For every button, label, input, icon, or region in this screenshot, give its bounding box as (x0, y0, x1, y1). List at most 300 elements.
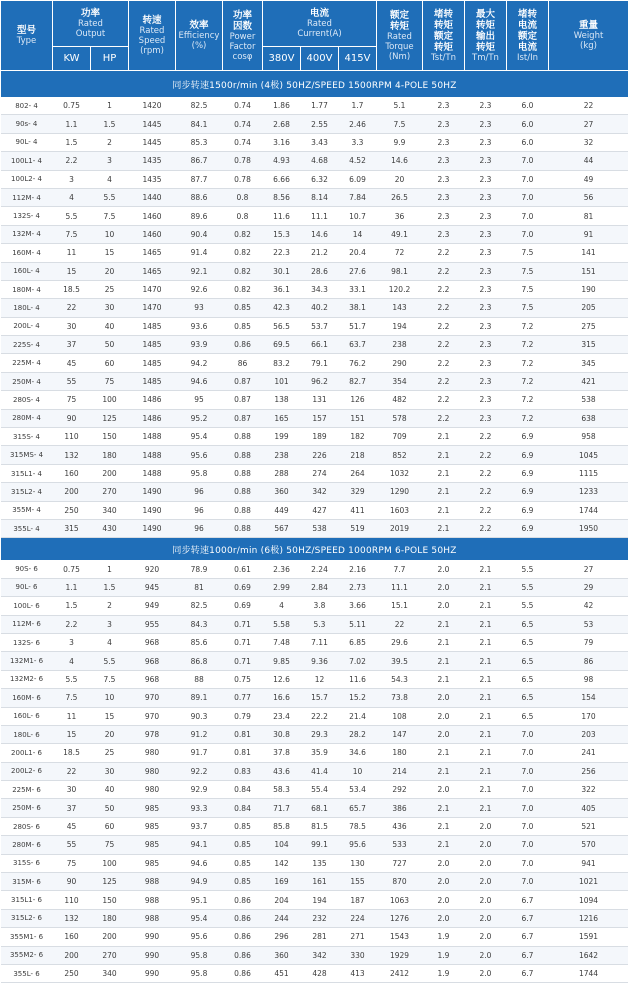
table-cell: 27 (549, 560, 628, 578)
header-locked-torque (423, 1, 465, 71)
model-cell: 90s- 4 (1, 115, 53, 133)
model-cell: 315L2- 4 (1, 483, 53, 501)
table-cell: 2.2 (423, 244, 465, 262)
table-cell: 2 (91, 133, 129, 151)
table-cell: 0.75 (53, 97, 91, 115)
table-cell: 1950 (549, 519, 628, 537)
table-cell: 1.9 (423, 964, 465, 982)
table-cell: 151 (549, 262, 628, 280)
table-cell: 4.93 (263, 152, 301, 170)
table-row (1, 446, 628, 464)
table-cell: 990 (129, 946, 176, 964)
table-cell: 190 (549, 280, 628, 298)
table-cell: 2.68 (263, 115, 301, 133)
table-cell: 2.73 (339, 578, 377, 596)
table-row (1, 560, 628, 578)
table-cell: 91.4 (176, 244, 223, 262)
header-weight (549, 1, 628, 71)
table-cell: 6.7 (507, 964, 549, 982)
table-cell: 68.1 (301, 799, 339, 817)
table-cell: 205 (549, 299, 628, 317)
table-cell: 7.5 (507, 299, 549, 317)
table-cell: 15 (91, 707, 129, 725)
table-row (1, 781, 628, 799)
table-cell: 275 (549, 317, 628, 335)
table-cell: 1470 (129, 299, 176, 317)
table-cell: 0.71 (223, 652, 263, 670)
table-cell: 727 (377, 854, 423, 872)
table-row (1, 97, 628, 115)
table-cell: 0.85 (223, 317, 263, 335)
header-efficiency-en2: (%) (176, 41, 222, 51)
table-cell: 0.78 (223, 170, 263, 188)
table-cell: 40 (91, 317, 129, 335)
table-cell: 165 (263, 409, 301, 427)
table-cell: 180 (91, 446, 129, 464)
table-cell: 2.0 (465, 928, 507, 946)
table-cell: 7.0 (507, 854, 549, 872)
table-cell: 274 (301, 464, 339, 482)
table-cell: 2.1 (423, 762, 465, 780)
table-cell: 20.4 (339, 244, 377, 262)
table-cell: 405 (549, 799, 628, 817)
table-row (1, 873, 628, 891)
table-cell: 55 (53, 372, 91, 390)
table-row (1, 483, 628, 501)
table-cell: 0.69 (223, 578, 263, 596)
table-cell: 90 (53, 409, 91, 427)
table-cell: 0.88 (223, 464, 263, 482)
table-cell: 3.66 (339, 597, 377, 615)
model-cell: 250M- 6 (1, 799, 53, 817)
table-cell: 413 (339, 964, 377, 982)
table-cell: 1744 (549, 501, 628, 519)
table-row (1, 744, 628, 762)
table-cell: 2.3 (465, 280, 507, 298)
table-cell: 45 (53, 817, 91, 835)
table-cell: 315 (53, 519, 91, 537)
table-cell: 55.4 (301, 781, 339, 799)
table-cell: 6.7 (507, 891, 549, 909)
table-cell: 10.7 (339, 207, 377, 225)
table-cell: 51.7 (339, 317, 377, 335)
table-cell: 7.5 (53, 689, 91, 707)
table-cell: 6.5 (507, 689, 549, 707)
table-cell: 95 (176, 391, 223, 409)
table-cell: 3 (91, 152, 129, 170)
table-cell: 170 (549, 707, 628, 725)
table-cell: 342 (301, 483, 339, 501)
table-cell: 2.3 (465, 317, 507, 335)
table-cell: 218 (339, 446, 377, 464)
table-cell: 870 (377, 873, 423, 891)
table-row (1, 689, 628, 707)
table-cell: 427 (301, 501, 339, 519)
table-cell: 9.36 (301, 652, 339, 670)
table-cell: 990 (129, 964, 176, 982)
table-cell: 0.74 (223, 115, 263, 133)
table-cell: 92.2 (176, 762, 223, 780)
table-cell: 85.8 (263, 817, 301, 835)
table-cell: 6.9 (507, 519, 549, 537)
table-cell: 79.1 (301, 354, 339, 372)
table-cell: 23.4 (263, 707, 301, 725)
table-cell: 1744 (549, 964, 628, 982)
table-cell: 91 (549, 225, 628, 243)
table-cell: 88.6 (176, 188, 223, 206)
table-cell: 7.5 (507, 262, 549, 280)
table-cell: 155 (339, 873, 377, 891)
table-cell: 852 (377, 446, 423, 464)
table-cell: 360 (263, 946, 301, 964)
table-cell: 160 (53, 464, 91, 482)
table-cell: 22.3 (263, 244, 301, 262)
table-cell: 100 (91, 391, 129, 409)
header-current-en1: Rated (263, 19, 376, 29)
table-cell: 2.1 (423, 615, 465, 633)
table-cell: 14 (339, 225, 377, 243)
table-cell: 342 (301, 946, 339, 964)
table-cell: 34.6 (339, 744, 377, 762)
table-cell: 2.0 (465, 909, 507, 927)
model-cell: 112M- 6 (1, 615, 53, 633)
header-torque-en3: (Nm) (377, 52, 422, 62)
table-cell: 1490 (129, 519, 176, 537)
table-cell: 0.86 (223, 909, 263, 927)
table-cell: 7.0 (507, 152, 549, 170)
table-cell: 1470 (129, 280, 176, 298)
table-cell: 43.6 (263, 762, 301, 780)
table-cell: 95.4 (176, 909, 223, 927)
table-cell: 95.2 (176, 409, 223, 427)
table-cell: 147 (377, 725, 423, 743)
table-cell: 3.3 (339, 133, 377, 151)
table-cell: 56.5 (263, 317, 301, 335)
table-cell: 0.79 (223, 707, 263, 725)
table-body (1, 71, 628, 983)
table-cell: 9.85 (263, 652, 301, 670)
table-cell: 21.4 (339, 707, 377, 725)
table-cell: 30.8 (263, 725, 301, 743)
table-cell: 0.69 (223, 597, 263, 615)
model-cell: 802- 4 (1, 97, 53, 115)
table-cell: 83.2 (263, 354, 301, 372)
table-cell: 214 (377, 762, 423, 780)
table-cell: 6.5 (507, 670, 549, 688)
table-cell: 2.2 (465, 428, 507, 446)
table-cell: 94.9 (176, 873, 223, 891)
table-row (1, 707, 628, 725)
table-cell: 0.85 (223, 854, 263, 872)
table-row (1, 336, 628, 354)
table-cell: 28.6 (301, 262, 339, 280)
table-cell: 2.1 (465, 744, 507, 762)
table-cell: 135 (301, 854, 339, 872)
table-cell: 970 (129, 707, 176, 725)
table-cell: 99.1 (301, 836, 339, 854)
table-cell: 5.1 (377, 97, 423, 115)
table-cell: 538 (301, 519, 339, 537)
header-power-en1: Rated (53, 19, 128, 29)
table-cell: 2.0 (423, 873, 465, 891)
table-cell: 1440 (129, 188, 176, 206)
table-cell: 90.3 (176, 707, 223, 725)
model-cell: 315L1- 4 (1, 464, 53, 482)
table-cell: 2.1 (423, 799, 465, 817)
header-pf-en1: Power (223, 32, 262, 42)
table-cell: 0.86 (223, 946, 263, 964)
header-speed-en1: Rated (129, 26, 175, 36)
table-cell: 2.1 (423, 836, 465, 854)
table-cell: 9.9 (377, 133, 423, 151)
table-cell: 0.71 (223, 615, 263, 633)
table-row (1, 299, 628, 317)
table-cell: 2.0 (423, 725, 465, 743)
table-cell: 968 (129, 652, 176, 670)
table-cell: 22.2 (301, 707, 339, 725)
table-cell: 125 (91, 409, 129, 427)
table-cell: 85.3 (176, 133, 223, 151)
table-row (1, 152, 628, 170)
table-cell: 980 (129, 744, 176, 762)
table-cell: 281 (301, 928, 339, 946)
table-cell: 93.9 (176, 336, 223, 354)
table-cell: 428 (301, 964, 339, 982)
header-lt-en: Tst/Tn (423, 53, 464, 63)
table-cell: 7.02 (339, 652, 377, 670)
table-cell: 75 (53, 854, 91, 872)
table-cell: 150 (91, 428, 129, 446)
table-cell: 0.88 (223, 446, 263, 464)
model-cell: 112M- 4 (1, 188, 53, 206)
table-cell: 81 (176, 578, 223, 596)
table-cell: 86 (549, 652, 628, 670)
table-cell: 2.3 (423, 188, 465, 206)
table-row (1, 225, 628, 243)
table-cell: 968 (129, 670, 176, 688)
table-row (1, 836, 628, 854)
table-row (1, 391, 628, 409)
table-cell: 1063 (377, 891, 423, 909)
table-cell: 2.1 (465, 707, 507, 725)
table-row (1, 964, 628, 982)
table-cell: 2.16 (339, 560, 377, 578)
table-cell: 250 (53, 501, 91, 519)
table-cell: 6.32 (301, 170, 339, 188)
table-cell: 578 (377, 409, 423, 427)
table-cell: 37.8 (263, 744, 301, 762)
table-cell: 11 (53, 707, 91, 725)
table-cell: 3 (53, 633, 91, 651)
header-efficiency (176, 1, 223, 71)
table-cell: 84.1 (176, 115, 223, 133)
table-cell: 161 (301, 873, 339, 891)
table-cell: 200 (53, 946, 91, 964)
table-cell: 11.1 (301, 207, 339, 225)
model-cell: 315S- 6 (1, 854, 53, 872)
table-cell: 1465 (129, 262, 176, 280)
table-cell: 2.0 (465, 817, 507, 835)
table-cell: 2.2 (465, 501, 507, 519)
header-mt-zh3: 输出 (465, 31, 506, 42)
model-cell: 355M2- 6 (1, 946, 53, 964)
table-cell: 5.5 (91, 188, 129, 206)
table-cell: 7.0 (507, 781, 549, 799)
model-cell: 315L2- 6 (1, 909, 53, 927)
table-cell: 142 (263, 854, 301, 872)
table-row (1, 170, 628, 188)
table-cell: 6.9 (507, 446, 549, 464)
table-cell: 87.7 (176, 170, 223, 188)
table-cell: 0.82 (223, 225, 263, 243)
table-cell: 0.75 (223, 670, 263, 688)
table-row (1, 725, 628, 743)
table-cell: 0.74 (223, 97, 263, 115)
table-cell: 7.0 (507, 225, 549, 243)
table-cell: 0.78 (223, 152, 263, 170)
header-weight-en1: Weight (549, 31, 628, 41)
table-cell: 1435 (129, 152, 176, 170)
header-power-en2: Output (53, 29, 128, 39)
table-cell: 200 (53, 483, 91, 501)
table-cell: 96 (176, 501, 223, 519)
table-cell: 330 (339, 946, 377, 964)
model-cell: 132M1- 6 (1, 652, 53, 670)
table-cell: 58.3 (263, 781, 301, 799)
table-cell: 1 (91, 97, 129, 115)
table-cell: 985 (129, 854, 176, 872)
table-cell: 40.2 (301, 299, 339, 317)
table-cell: 95.8 (176, 464, 223, 482)
table-row (1, 428, 628, 446)
table-cell: 6.0 (507, 115, 549, 133)
table-cell: 1.5 (91, 115, 129, 133)
table-cell: 187 (339, 891, 377, 909)
table-cell: 968 (129, 633, 176, 651)
table-cell: 30.1 (263, 262, 301, 280)
table-cell: 990 (129, 928, 176, 946)
table-cell: 2.1 (465, 597, 507, 615)
table-cell: 108 (377, 707, 423, 725)
table-cell: 2.3 (465, 409, 507, 427)
table-cell: 8.56 (263, 188, 301, 206)
table-cell: 6.66 (263, 170, 301, 188)
table-cell: 7.5 (507, 244, 549, 262)
table-cell: 2.0 (465, 873, 507, 891)
table-cell: 241 (549, 744, 628, 762)
table-cell: 6.9 (507, 464, 549, 482)
table-cell: 533 (377, 836, 423, 854)
table-cell: 7.0 (507, 170, 549, 188)
table-cell: 3.8 (301, 597, 339, 615)
table-row (1, 464, 628, 482)
table-cell: 224 (339, 909, 377, 927)
table-cell: 0.86 (223, 964, 263, 982)
table-cell: 1435 (129, 170, 176, 188)
table-cell: 421 (549, 372, 628, 390)
table-cell: 1485 (129, 336, 176, 354)
header-model-zh: 型号 (1, 25, 52, 36)
table-cell: 110 (53, 891, 91, 909)
table-cell: 11.6 (339, 670, 377, 688)
table-cell: 60 (91, 354, 129, 372)
table-cell: 49.1 (377, 225, 423, 243)
header-lc-en: Ist/In (507, 53, 548, 63)
table-cell: 7.0 (507, 762, 549, 780)
model-cell: 160L- 4 (1, 262, 53, 280)
table-row (1, 762, 628, 780)
table-cell: 132 (53, 909, 91, 927)
table-cell: 2.2 (423, 336, 465, 354)
table-cell: 360 (263, 483, 301, 501)
table-cell: 2.1 (465, 725, 507, 743)
table-cell: 2.2 (423, 354, 465, 372)
table-cell: 1.9 (423, 928, 465, 946)
table-cell: 0.88 (223, 428, 263, 446)
header-power (53, 1, 129, 47)
table-cell: 92.6 (176, 280, 223, 298)
table-cell: 27 (549, 115, 628, 133)
table-cell: 411 (339, 501, 377, 519)
table-cell: 6.0 (507, 133, 549, 151)
table-cell: 941 (549, 854, 628, 872)
table-cell: 1488 (129, 464, 176, 482)
table-cell: 157 (301, 409, 339, 427)
table-cell: 0.82 (223, 262, 263, 280)
header-speed-zh: 转速 (129, 15, 175, 26)
table-cell: 0.75 (53, 560, 91, 578)
table-cell: 94.6 (176, 372, 223, 390)
table-cell: 2.0 (465, 854, 507, 872)
section-header (1, 538, 628, 561)
model-cell: 355M- 4 (1, 501, 53, 519)
table-cell: 180 (91, 909, 129, 927)
table-cell: 15.3 (263, 225, 301, 243)
table-cell: 63.7 (339, 336, 377, 354)
model-cell: 200L- 4 (1, 317, 53, 335)
header-torque-zh2: 转矩 (377, 21, 422, 32)
table-cell: 340 (91, 964, 129, 982)
model-cell: 200L2- 6 (1, 762, 53, 780)
table-cell: 0.87 (223, 391, 263, 409)
table-cell: 1485 (129, 354, 176, 372)
table-cell: 50 (91, 799, 129, 817)
table-cell: 2.3 (465, 372, 507, 390)
model-cell: 132S- 6 (1, 633, 53, 651)
table-cell: 0.85 (223, 836, 263, 854)
table-cell: 96 (176, 519, 223, 537)
table-row (1, 115, 628, 133)
table-cell: 88 (176, 670, 223, 688)
table-cell: 131 (301, 391, 339, 409)
table-cell: 1490 (129, 501, 176, 519)
table-cell: 95.6 (176, 446, 223, 464)
table-row (1, 652, 628, 670)
header-lc-zh2: 电流 (507, 20, 548, 31)
table-cell: 978 (129, 725, 176, 743)
table-cell: 2.2 (465, 483, 507, 501)
table-cell: 6.09 (339, 170, 377, 188)
table-cell: 72 (377, 244, 423, 262)
table-cell: 1.86 (263, 97, 301, 115)
table-cell: 4 (91, 170, 129, 188)
table-cell: 7.84 (339, 188, 377, 206)
table-cell: 150 (91, 891, 129, 909)
table-cell: 1488 (129, 446, 176, 464)
table-cell: 2.1 (423, 428, 465, 446)
table-cell: 0.84 (223, 781, 263, 799)
table-cell: 2.3 (423, 133, 465, 151)
